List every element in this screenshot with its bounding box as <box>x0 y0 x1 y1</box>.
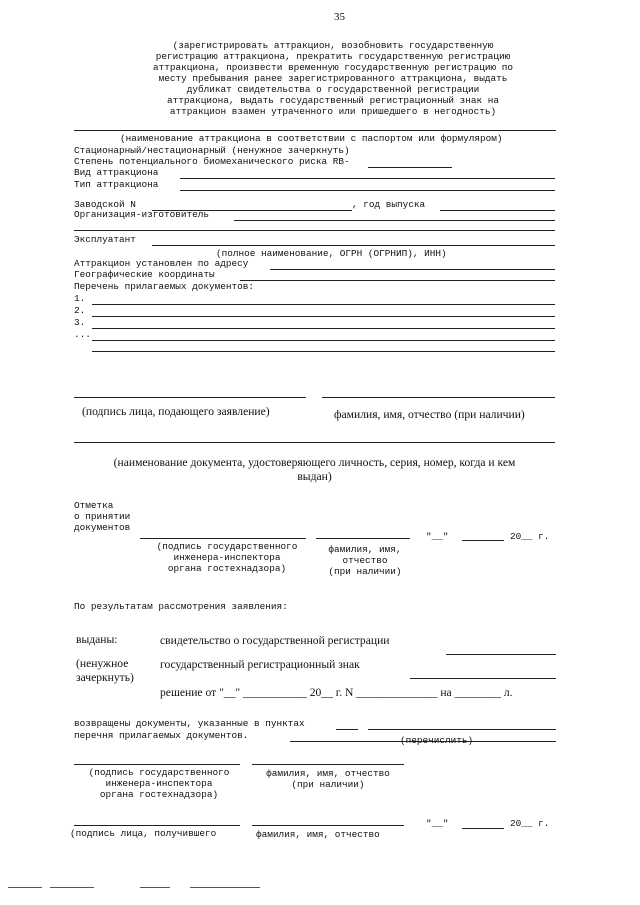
results-title: По результатам рассмотрения заявления: <box>74 601 288 612</box>
issued-label: выданы: <box>76 633 118 646</box>
operator-caption: (полное наименование, ОГРН (ОГРНИП), ИНН) <box>216 248 447 259</box>
caption-line: фамилия, имя, <box>328 544 402 555</box>
id-document-caption <box>74 456 555 484</box>
acceptance-year: 20__ г. <box>510 531 550 542</box>
caption-line: инженера-инспектора <box>105 778 213 789</box>
applicant-signature-line[interactable] <box>74 397 306 398</box>
kind-label: Вид аттракциона <box>74 167 159 178</box>
applicant-name-caption: фамилия, имя, отчество (при наличии) <box>334 408 525 421</box>
unneeded-label-2: зачеркнуть) <box>76 671 134 684</box>
inspector-name-line[interactable] <box>252 764 404 765</box>
caption-line: отчество <box>342 555 388 566</box>
footer-rule <box>50 887 94 888</box>
caption-line: (при наличии) <box>328 566 402 577</box>
operator-field-line[interactable] <box>152 245 555 246</box>
caption-line: органа гостехнадзора) <box>167 563 287 574</box>
acceptance-label-line: о принятии <box>74 511 131 522</box>
sign-label: государственный регистрационный знак <box>160 658 360 671</box>
returned-items-line-2[interactable] <box>368 729 556 730</box>
certificate-field-line[interactable] <box>446 654 556 655</box>
doc-item-3: 3. <box>74 317 86 328</box>
bottom-year: 20__ г. <box>510 818 550 829</box>
coords-field-line[interactable] <box>240 280 555 281</box>
id-document-caption-line2: выдан) <box>297 470 332 483</box>
address-label: Аттракцион установлен по адресу <box>74 258 249 269</box>
header-line: (зарегистрировать аттракцион, возобновить государственную <box>172 40 494 51</box>
address-field-line[interactable] <box>270 269 555 270</box>
header-line: дубликат свидетельства о государственной регистрации <box>186 84 480 95</box>
applicant-name-line[interactable] <box>322 397 555 398</box>
acceptance-name-line[interactable] <box>316 538 410 539</box>
doc-item-more: ... <box>74 329 91 340</box>
returned-label: возвращены документы, указанные в пунктах <box>74 718 305 729</box>
caption-line: органа гостехнадзора) <box>99 789 219 800</box>
header-block <box>118 40 548 117</box>
header-line: регистрацию аттракциона, прекратить государственную регистрацию <box>155 51 511 62</box>
inspector-signature-caption <box>70 767 248 800</box>
unneeded-label: (ненужное <box>76 657 129 670</box>
acceptance-signature-line[interactable] <box>140 538 306 539</box>
acceptance-label-line: Отметка <box>74 500 114 511</box>
inspector-signature-line[interactable] <box>74 764 240 765</box>
docs-title: Перечень прилагаемых документов: <box>74 281 255 292</box>
doc-item-2-line[interactable] <box>92 316 555 317</box>
acceptance-date-quote: "__" <box>426 531 449 542</box>
sign-field-line[interactable] <box>410 678 556 679</box>
acceptance-date-line[interactable] <box>462 540 504 541</box>
risk-label: Степень потенциального биомеханического риска RB- <box>74 156 350 167</box>
type-label: Тип аттракциона <box>74 179 159 190</box>
caption-line: (подпись государственного <box>88 767 230 778</box>
header-line: аттракцион взамен утраченного или пришедшего в негодность) <box>169 106 497 117</box>
footer-rule <box>190 887 260 888</box>
name-caption: (наименование аттракциона в соответствии с паспортом или формуляром) <box>120 133 503 144</box>
recipient-name-line[interactable] <box>252 825 404 826</box>
name-field-line[interactable] <box>74 130 556 131</box>
doc-item-more-line[interactable] <box>92 340 555 341</box>
header-line: месту пребывания ранее зарегистрированного аттракциона, выдать <box>158 73 508 84</box>
recipient-caption: (подпись лица, получившего <box>70 828 217 839</box>
acceptance-signature-caption <box>142 541 312 574</box>
list-caption: (перечислить) <box>400 735 474 746</box>
manufacturer-label: Организация-изготовитель <box>74 209 210 220</box>
applicant-signature-caption: (подпись лица, подающего заявление) <box>82 405 270 418</box>
stationary-label: Стационарный/нестационарный (ненужное зачеркнуть) <box>74 145 350 156</box>
footer-rule <box>140 887 170 888</box>
acceptance-label <box>74 500 130 533</box>
acceptance-name-caption <box>312 544 418 577</box>
inspector-name-caption <box>252 768 404 790</box>
operator-label: Эксплуатант <box>74 234 136 245</box>
bottom-date-line[interactable] <box>462 828 504 829</box>
manufacturer-field-line[interactable] <box>234 220 555 221</box>
id-document-caption-line1: (наименование документа, удостоверяющего личность, серия, номер, когда и кем <box>113 456 516 469</box>
header-line: аттракциона, произвести временную государственную регистрацию по <box>152 62 514 73</box>
year-field-line[interactable] <box>440 210 555 211</box>
caption-line: (при наличии) <box>291 779 365 790</box>
id-document-line[interactable] <box>74 442 555 443</box>
risk-field-line[interactable] <box>368 167 452 168</box>
caption-line: фамилия, имя, отчество <box>266 768 390 779</box>
coords-label: Географические координаты <box>74 269 215 280</box>
certificate-label: свидетельство о государственной регистрации <box>160 634 390 647</box>
doc-item-3-line[interactable] <box>92 328 555 329</box>
returned-items-line[interactable] <box>336 729 358 730</box>
doc-item-1-line[interactable] <box>92 304 555 305</box>
header-line: аттракциона, выдать государственный регистрационный знак на <box>167 95 499 106</box>
serial-label: Заводской N <box>74 199 136 210</box>
doc-item-1: 1. <box>74 293 86 304</box>
recipient-name-caption: фамилия, имя, отчество <box>256 829 380 840</box>
doc-extra-line[interactable] <box>92 351 555 352</box>
page-number: 35 <box>334 11 345 23</box>
returned-label-2: перечня прилагаемых документов. <box>74 730 249 741</box>
year-label: , год выпуска <box>352 199 426 210</box>
decision-label: решение от "__" ___________ 20__ г. N ______________ на ________ л. <box>160 686 513 699</box>
bottom-date-quote: "__" <box>426 818 449 829</box>
caption-line: инженера-инспектора <box>173 552 281 563</box>
footer-rule <box>8 887 42 888</box>
kind-field-line[interactable] <box>180 178 555 179</box>
type-field-line[interactable] <box>180 190 555 191</box>
acceptance-label-line: документов <box>74 522 131 533</box>
manufacturer-field-line-2[interactable] <box>74 230 555 231</box>
caption-line: (подпись государственного <box>156 541 298 552</box>
recipient-signature-line[interactable] <box>74 825 240 826</box>
doc-item-2: 2. <box>74 305 86 316</box>
